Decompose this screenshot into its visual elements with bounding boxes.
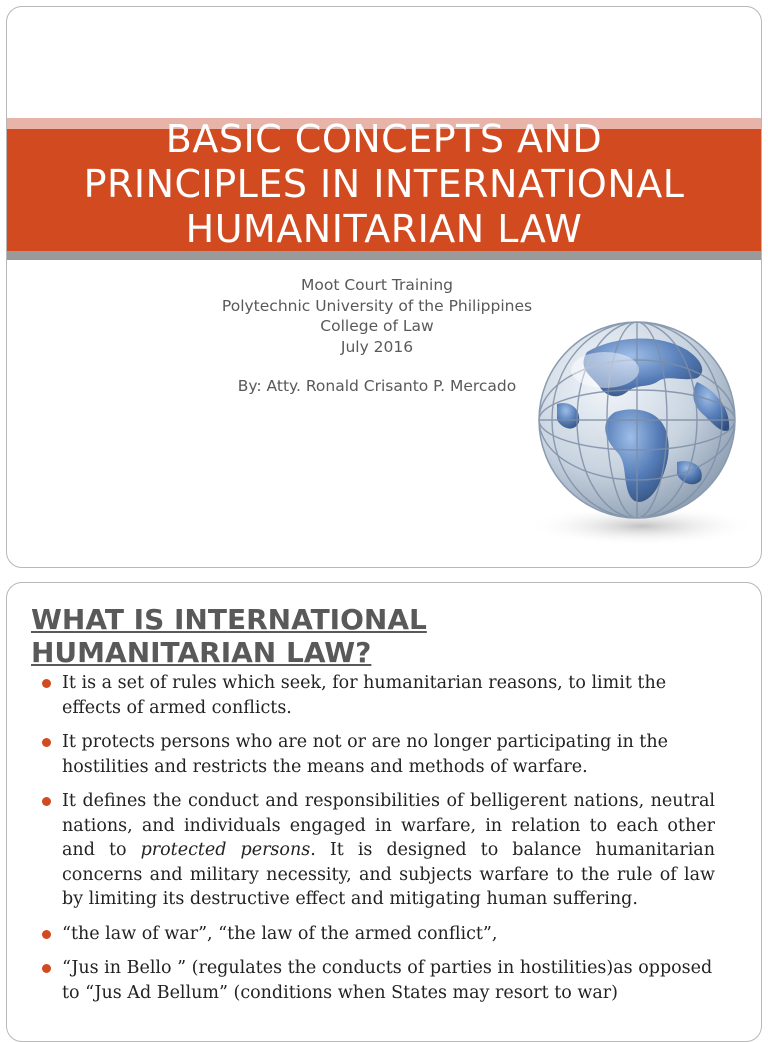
bullet-dot-icon [42,679,51,688]
slide-title [7,117,761,252]
content-slide [6,582,762,1042]
subtitle-line: College of Law [320,317,434,335]
bullet-dot-icon [42,930,51,939]
bullet-item [40,671,715,720]
subtitle-line: Moot Court Training [300,276,453,294]
author-line: By: Atty. Ronald Crisanto P. Mercado [237,377,517,395]
bullet-text: It is a set of rules which seek, for humanitarian reasons, to limit the effects of armed conflicts. [62,673,667,718]
subtitle-line: July 2016 [340,337,414,356]
bullet-text: “Jus in Bello ” (regulates the conducts of parties in hostilities)as opposed to “Jus Ad Bellum” (conditions when States may resort to war) [62,958,713,1003]
bullet-text: . It is designed to balance humanitarian concerns and military necessity, and subjects warfare to the rule of law by limiting its destructive effect and mitigating human suffering. [62,840,715,909]
title-slide [6,6,762,568]
bullet-dot-icon [42,738,51,747]
bullet-dot-icon [42,964,51,973]
bullet-item [40,922,715,947]
bullet-item [40,730,715,779]
bullet-text: It defines the conduct and responsibilities of belligerent nations, neutral nations, and individuals engaged in warfare, in relation to each other and to [62,791,715,860]
bullet-dot-icon [42,797,51,806]
subtitle-line: Polytechnic University of the Philippines [221,296,533,315]
title-line: HUMANITARIAN LAW [185,207,583,251]
heading-line: HUMANITARIAN LAW? [31,636,372,669]
bullet-text: It protects persons who are not or are no longer participating in the hostilities and restricts the means and methods of warfare. [62,732,668,777]
bullet-item [40,956,715,1005]
title-line: BASIC CONCEPTS AND [165,117,603,161]
bullet-emphasis: protected persons [140,840,311,860]
title-band-bottom [7,251,761,260]
globe-icon [517,312,757,552]
bullet-list [40,671,715,1015]
bullet-item [40,789,715,912]
heading-line: WHAT IS INTERNATIONAL [31,603,427,636]
slide-heading [31,603,531,669]
bullet-text: “the law of war”, “the law of the armed conflict”, [62,923,498,944]
title-line: PRINCIPLES IN INTERNATIONAL [83,162,685,206]
